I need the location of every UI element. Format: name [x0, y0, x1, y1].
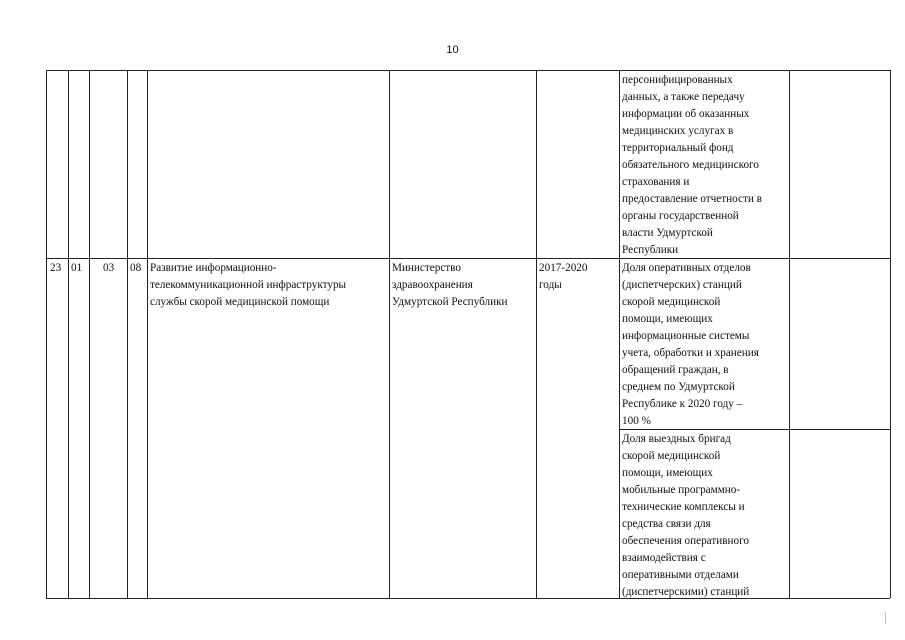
text-line: страхования и: [622, 176, 690, 188]
text-line: информации об оказанных: [622, 108, 750, 120]
text-line: (диспетчерских) станций: [622, 279, 742, 291]
text-line: Развитие информационно-: [150, 262, 277, 274]
col-border: [536, 70, 537, 598]
indicator-text: [622, 72, 762, 259]
text-line: мобильные программно-: [622, 484, 741, 496]
table-top-border: [46, 70, 890, 71]
text-line: учета, обработки и хранения: [622, 347, 759, 359]
text-line: информационные системы: [622, 330, 750, 342]
text-line: обеспечения оперативного: [622, 535, 749, 547]
text-line: телекоммуникационной инфраструктуры: [150, 279, 347, 291]
text-line: Доля выездных бригад: [622, 433, 731, 445]
scan-edge-mark: [885, 612, 886, 624]
text-line: обязательного медицинского: [622, 159, 759, 171]
text-line: скорой медицинской: [622, 450, 721, 462]
text-line: средства связи для: [622, 518, 711, 530]
code-main-activity: 01: [71, 262, 83, 274]
activity-name: [150, 260, 346, 311]
col-border: [127, 70, 128, 598]
text-line: службы скорой медицинской помощи: [150, 296, 330, 308]
implementation-period: [539, 260, 587, 294]
col-border: [389, 70, 390, 598]
text-line: обращений граждан, в: [622, 364, 729, 376]
text-line: органы государственной: [622, 210, 739, 222]
text-line: территориальный фонд: [622, 142, 734, 154]
table-bottom-border: [46, 598, 890, 599]
col-border: [619, 70, 620, 598]
text-line: помощи, имеющих: [622, 313, 713, 325]
text-line: предоставление отчетности в: [622, 193, 762, 205]
text-line: Республики: [622, 244, 679, 256]
text-line: медицинских услугах в: [622, 125, 734, 137]
text-line: (диспетчерскими) станций: [622, 586, 750, 598]
text-line: Министерство: [392, 262, 461, 274]
text-line: Республике к 2020 году –: [622, 398, 743, 410]
text-line: данных, а также передачу: [622, 91, 745, 103]
col-border: [147, 70, 148, 598]
code-activity: 03: [103, 262, 115, 274]
responsible-executor: [392, 260, 508, 311]
text-line: здравоохранения: [392, 279, 473, 291]
text-line: Удмуртской Республики: [392, 296, 508, 308]
indicator-text: [622, 431, 749, 601]
code-subprogram: 23: [50, 262, 62, 274]
text-line: взаимодействия с: [622, 552, 706, 564]
text-line: среднем по Удмуртской: [622, 381, 735, 393]
col-border: [890, 70, 891, 598]
col-border: [68, 70, 69, 598]
text-line: годы: [539, 279, 562, 291]
text-line: 100 %: [622, 415, 651, 427]
text-line: власти Удмуртской: [622, 227, 713, 239]
text-line: технические комплексы и: [622, 501, 745, 513]
text-line: персонифицированных: [622, 74, 733, 86]
text-line: 2017-2020: [539, 262, 588, 274]
col-border: [789, 70, 790, 598]
page-number: 10: [446, 44, 459, 56]
text-line: Доля оперативных отделов: [622, 262, 751, 274]
code-subactivity: 08: [130, 262, 142, 274]
text-line: помощи, имеющих: [622, 467, 713, 479]
col-border: [46, 70, 47, 598]
text-line: скорой медицинской: [622, 296, 721, 308]
indicator-text: [622, 260, 759, 430]
col-border: [89, 70, 90, 598]
text-line: оперативными отделами: [622, 569, 739, 581]
row-divider: [46, 258, 890, 259]
